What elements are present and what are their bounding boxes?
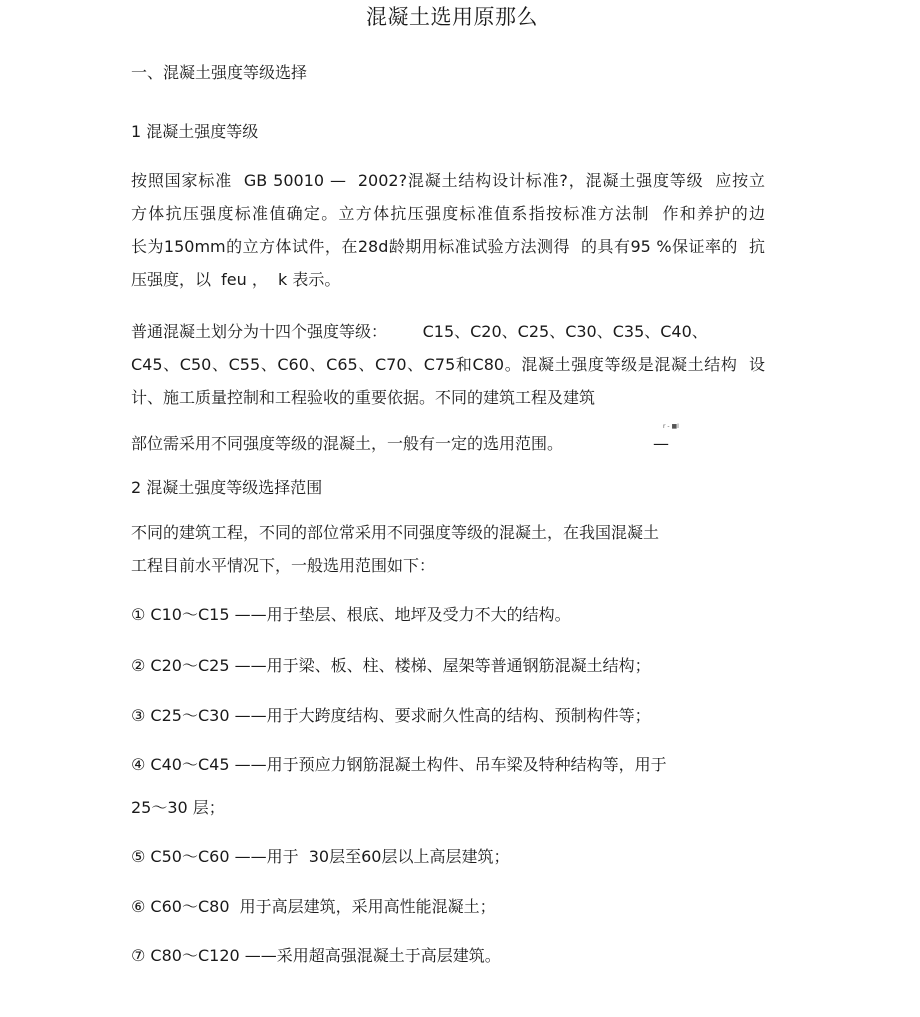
scan-artifact-dash: — <box>653 434 669 453</box>
paragraph-1-line-2: 方体抗压强度标准值确定。立方体抗压强度标准值系指按标准方法制 作和养护的边 <box>131 204 765 223</box>
paragraph-2-line-2: C45、C50、C55、C60、C65、C70、C75和C80。混凝土强度等级是混凝土结构 设 <box>131 355 765 374</box>
list-item-7: ⑦ C80〜C120 ——采用超高强混凝土于高层建筑。 <box>131 946 501 965</box>
paragraph-2-line-4: 部位需采用不同强度等级的混凝土，一般有一定的选用范围。 <box>131 434 564 453</box>
list-item-6: ⑥ C60〜C80 用于高层建筑，采用高性能混凝土； <box>131 897 496 916</box>
subsection-heading-2: 2 混凝土强度等级选择范围 <box>131 478 323 497</box>
paragraph-2-line-1: 普通混凝土划分为十四个强度等级： C15、C20、C25、C30、C35、C40、 <box>131 322 708 341</box>
list-item-5: ⑤ C50〜C60 ——用于 30层至60层以上高层建筑； <box>131 847 510 866</box>
list-item-3: ③ C25〜C30 ——用于大跨度结构、要求耐久性高的结构、预制构件等； <box>131 706 651 725</box>
section-heading-1: 一、混凝土强度等级选择 <box>131 63 308 82</box>
list-item-4: ④ C40〜C45 ——用于预应力钢筋混凝土构件、吊车梁及特种结构等，用于 <box>131 755 667 774</box>
paragraph-3-line-2: 工程目前水平情况下，一般选用范围如下： <box>131 556 436 575</box>
paragraph-3-line-1: 不同的建筑工程，不同的部位常采用不同强度等级的混凝土，在我国混凝土 <box>131 523 660 542</box>
page-title: 混凝土选用原那么 <box>366 5 538 29</box>
paragraph-1-line-3: 长为150mm的立方体试件，在28d龄期用标准试验方法测得 的具有95 %保证率的 抗 <box>131 237 765 256</box>
list-item-2: ② C20〜C25 ——用于梁、板、柱、楼梯、屋架等普通钢筋混凝土结构； <box>131 656 651 675</box>
list-item-1: ① C10〜C15 ——用于垫层、根底、地坪及受力不大的结构。 <box>131 605 571 624</box>
scan-artifact-mark: r - ■I <box>663 423 679 430</box>
list-item-4-continuation: 25〜30 层； <box>131 798 225 817</box>
paragraph-1-line-4: 压强度，以 feu ， k 表示。 <box>131 270 341 289</box>
paragraph-2-line-3: 计、施工质量控制和工程验收的重要依据。不同的建筑工程及建筑 <box>131 388 596 407</box>
paragraph-1-line-1: 按照国家标准 GB 50010 — 2002?混凝土结构设计标准?，混凝土强度等级 应按立 <box>131 171 765 190</box>
subsection-heading-1: 1 混凝土强度等级 <box>131 122 259 141</box>
